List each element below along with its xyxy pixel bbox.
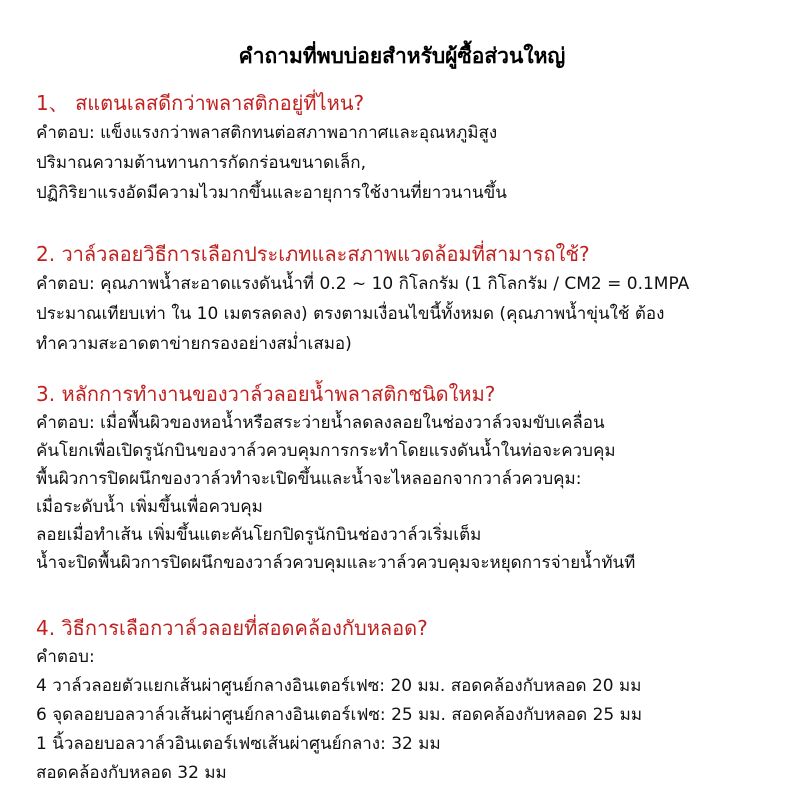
faq-answer-line: ลอยเมื่อทำเส้น เพิ่มขึ้นแตะคันโยกปิดรูนักบินช่องวาล์วเริ่มเต็ม [36,525,482,545]
faq-answer-line: คำตอบ: [36,647,95,667]
faq-answer-line: 6 จุดลอยบอลวาล์วเส้นผ่าศูนย์กลางอินเตอร์เฟซ: 25 มม. สอดคล้องกับหลอด 25 มม [36,705,643,725]
faq-answer-line: สอดคล้องกับหลอด 32 มม [36,763,227,783]
faq-item-3 [36,379,776,577]
faq-answer-line: เมื่อระดับน้ำ เพิ่มขึ้นเพื่อควบคุม [36,497,263,517]
faq-answer-line: ปฏิกิริยาแรงอัดมีความไวมากขึ้นและอายุการใช้งานที่ยาวนานขึ้น [36,183,507,203]
faq-answer-line: 1 นิ้วลอยบอลวาล์วอินเตอร์เฟซเส้นผ่าศูนย์กลาง: 32 มม [36,734,441,754]
faq-answer-line: ทำความสะอาดตาข่ายกรองอย่างสม่ำเสมอ) [36,334,352,354]
faq-question: 4. วิธีการเลือกวาล์วลอยที่สอดคล้องกับหลอด? [36,616,428,640]
faq-answer-line: น้ำจะปิดพื้นผิวการปิดผนึกของวาล์วควบคุมและวาล์วควบคุมจะหยุดการจ่ายน้ำทันที [36,553,636,573]
faq-question: 1、 สแตนเลสดีกว่าพลาสติกอยู่ที่ไหน? [36,91,365,115]
faq-question: 2. วาล์วลอยวิธีการเลือกประเภทและสภาพแวดล้อมที่สามารถใช้? [36,242,590,266]
faq-answer-line: คำตอบ: แข็งแรงกว่าพลาสติกทนต่อสภาพอากาศและอุณหภูมิสูง [36,123,498,143]
faq-answer-line: คันโยกเพื่อเปิดรูนักบินของวาล์วควบคุมการกระทำโดยแรงดันน้ำในท่อจะควบคุม [36,441,616,461]
faq-answer-line: คำตอบ: คุณภาพน้ำสะอาดแรงดันน้ำที่ 0.2 ~ 10 กิโลกรัม (1 กิโลกรัม / CM2 = 0.1MPA [36,274,690,294]
faq-item-4 [36,613,776,788]
faq-answer-line: ประมาณเทียบเท่า ใน 10 เมตรลดลง) ตรงตามเงื่อนไขนี้ทั้งหมด (คุณภาพน้ำขุ่นใช้ ต้อง [36,304,665,324]
faq-item-1 [36,88,776,208]
page-title: คำถามที่พบบ่อยสำหรับผู้ซื้อส่วนใหญ่ [238,44,566,68]
faq-answer-line: พื้นผิวการปิดผนึกของวาล์วทำจะเปิดขึ้นและน้ำจะไหลออกจากวาล์วควบคุม: [36,469,582,489]
faq-answer-line: 4 วาล์วลอยตัวแยกเส้นผ่าศูนย์กลางอินเตอร์เฟซ: 20 มม. สอดคล้องกับหลอด 20 มม [36,676,642,696]
faq-item-2 [36,239,776,359]
faq-answer-line: ปริมาณความต้านทานการกัดกร่อนขนาดเล็ก, [36,153,367,173]
faq-answer-line: คำตอบ: เมื่อพื้นผิวของหอน้ำหรือสระว่ายน้ำลดลงลอยในช่องวาล์วจมขับเคลื่อน [36,413,605,433]
faq-question: 3. หลักการทำงานของวาล์วลอยน้ำพลาสติกชนิดใหม? [36,382,496,406]
